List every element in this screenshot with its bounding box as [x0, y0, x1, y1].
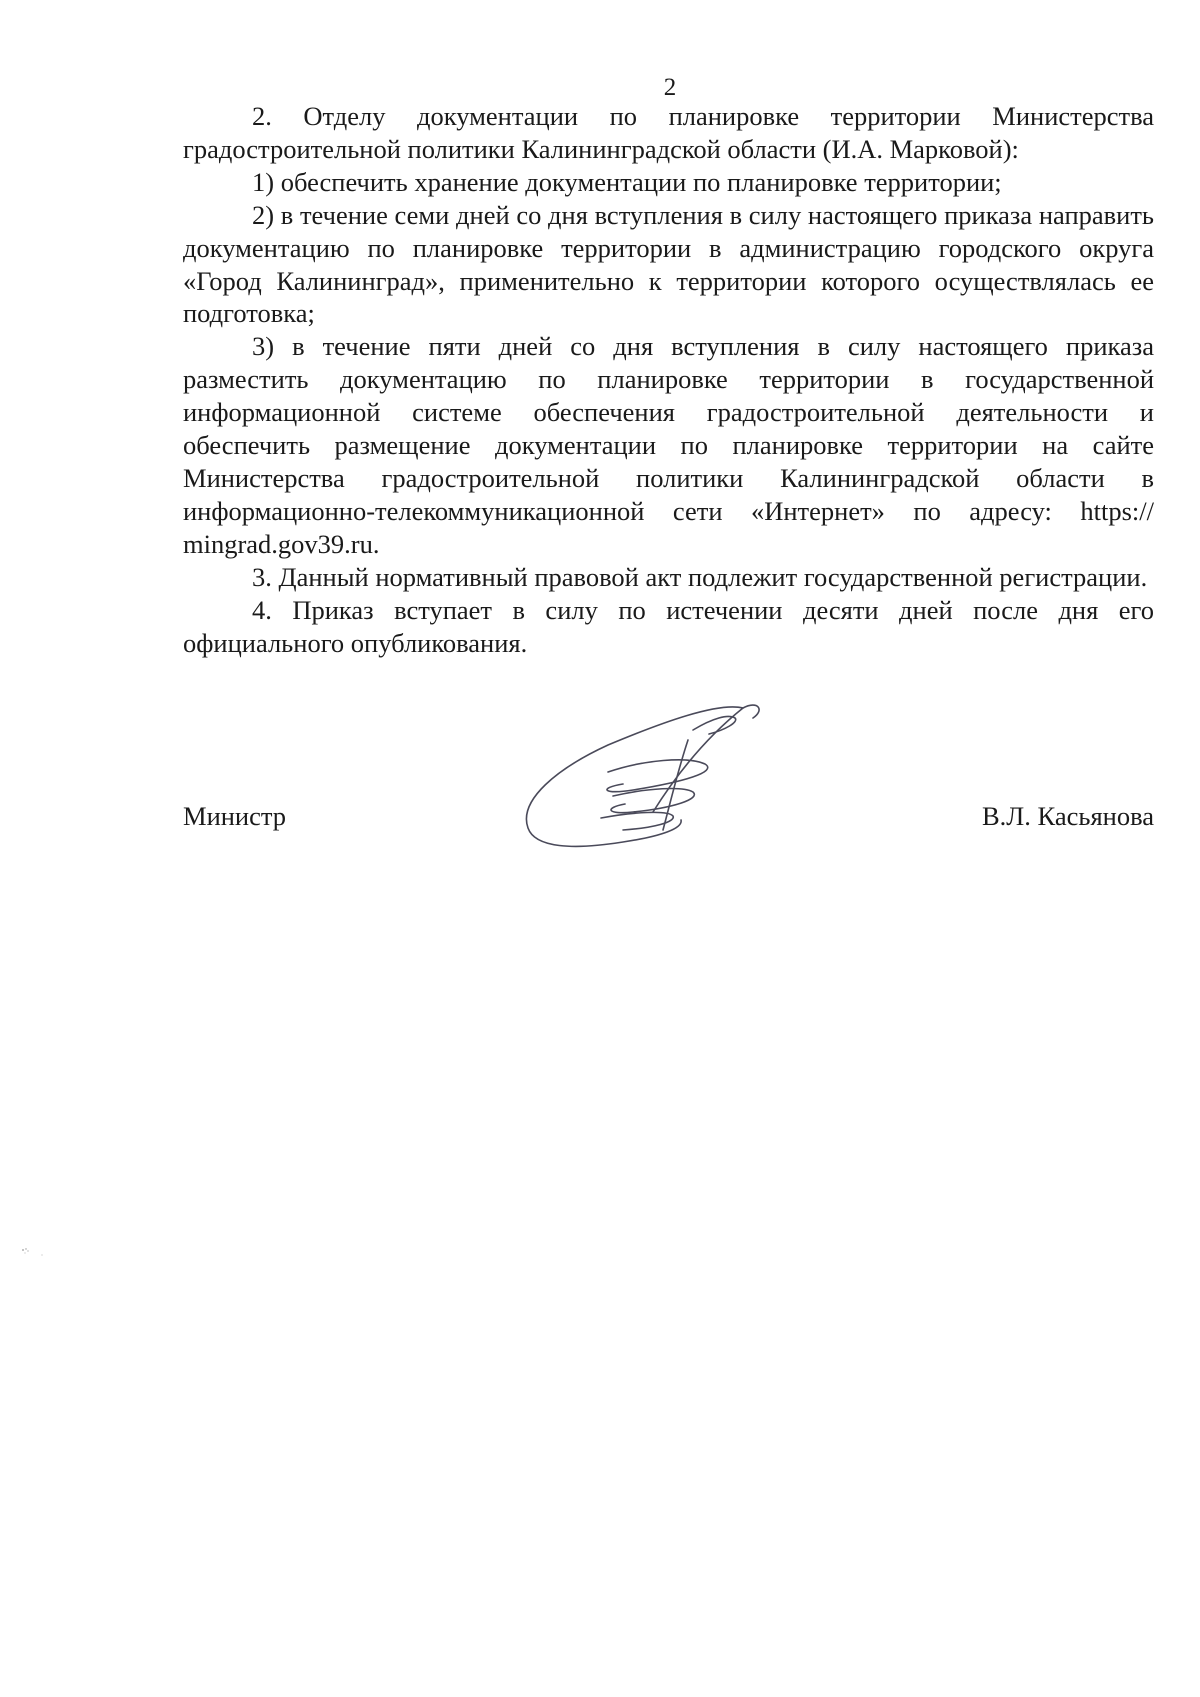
paragraph-2-2: 2) в течение семи дней со дня вступления в силу настоящего приказа направить документацию по планировке территории в администрацию городского округа «Город Калининград», применительно к территории которого осуществлялась ее подготовка; [183, 199, 1154, 329]
signature-block [183, 700, 1154, 860]
paragraph-2-3: 3) в течение пяти дней со дня вступления в силу настоящего приказа разместить документацию по планировке территории в государственной информационной системе обеспечения градостроительной деятельности и обеспечить размещение документации по планировке территории на сайте Министерства градостроительной политики Калининградской области в информационно-телекоммуникационной сети «Интернет» по адресу: https:// mingrad.gov39.ru. [183, 331, 1154, 559]
handwritten-signature [513, 700, 783, 860]
document-body [183, 100, 1154, 659]
page-number: 2 [663, 74, 677, 101]
scan-artifact [20, 1245, 50, 1259]
signer-title: Министр [183, 801, 287, 831]
paragraph-4: 4. Приказ вступает в силу по истечении десяти дней после дня его официального опубликования. [183, 594, 1154, 658]
paragraph-2-1: 1) обеспечить хранение документации по планировке территории; [252, 166, 1002, 197]
paragraph-3: 3. Данный нормативный правовой акт подлежит государственной регистрации. [252, 561, 1148, 592]
signer-name: В.Л. Касьянова [981, 801, 1154, 831]
paragraph-2: 2. Отделу документации по планировке территории Министерства градостроительной политики Калининградской области (И.А. Марковой): [183, 101, 1154, 164]
